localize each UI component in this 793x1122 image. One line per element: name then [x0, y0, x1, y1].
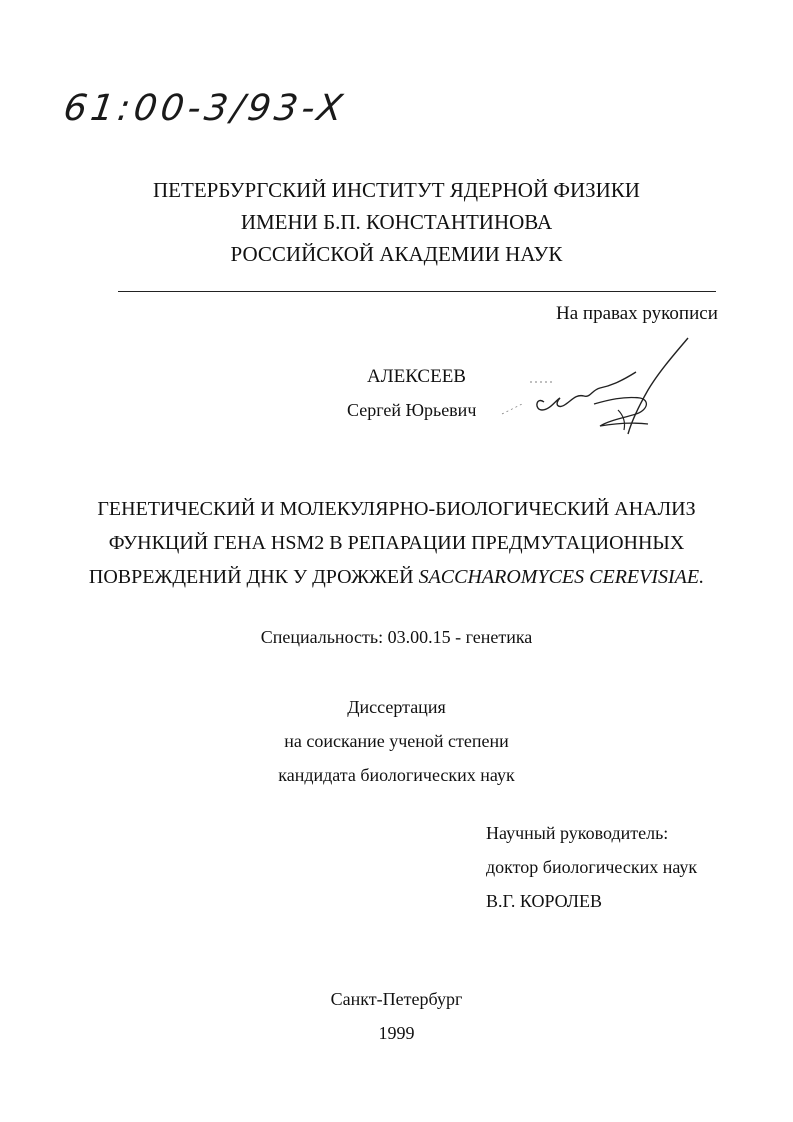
specialty: Специальность: 03.00.15 - генетика: [260, 627, 533, 647]
title-line-1: ГЕНЕТИЧЕСКИЙ И МОЛЕКУЛЯРНО-БИОЛОГИЧЕСКИЙ АНАЛИЗ: [97, 498, 696, 520]
dissertation-title: [0, 492, 793, 594]
institute-line-3: РОССИЙСКОЙ АКАДЕМИИ НАУК: [230, 242, 563, 266]
dissertation-degree: [0, 690, 793, 792]
author-name: Сергей Юрьевич: [347, 400, 477, 420]
place-and-year: [0, 982, 793, 1050]
institute-line-2: ИМЕНИ Б.П. КОНСТАНТИНОВА: [240, 210, 553, 234]
supervisor-degree: доктор биологических наук: [486, 857, 698, 877]
header-divider: [118, 291, 716, 292]
title-line-3: [0, 560, 793, 594]
dissertation-line-2: на соискание ученой степени: [284, 731, 509, 751]
species-name: SACCHAROMYCES CEREVISIAE.: [418, 566, 705, 588]
supervisor-label: Научный руководитель:: [486, 823, 669, 843]
place: Санкт-Петербург: [330, 989, 463, 1009]
author-surname: АЛЕКСЕЕВ: [367, 366, 466, 387]
title-line-2: ФУНКЦИЙ ГЕНА HSM2 В РЕПАРАЦИИ ПРЕДМУТАЦИОННЫХ: [108, 532, 685, 554]
archive-code: 61:00-3/93-X: [61, 88, 349, 129]
dissertation-line-1: Диссертация: [347, 697, 446, 717]
institute-header: [0, 174, 793, 270]
supervisor-block: [486, 816, 697, 918]
manuscript-note: На правах рукописи: [556, 303, 718, 324]
year: 1999: [378, 1023, 415, 1043]
institute-line-1: ПЕТЕРБУРГСКИЙ ИНСТИТУТ ЯДЕРНОЙ ФИЗИКИ: [153, 178, 640, 202]
author-signature: [500, 330, 700, 450]
supervisor-name: В.Г. КОРОЛЕВ: [486, 891, 602, 911]
dissertation-line-3: кандидата биологических наук: [278, 765, 515, 785]
title-line-3-prefix: ПОВРЕЖДЕНИЙ ДНК У ДРОЖЖЕЙ: [88, 566, 419, 588]
